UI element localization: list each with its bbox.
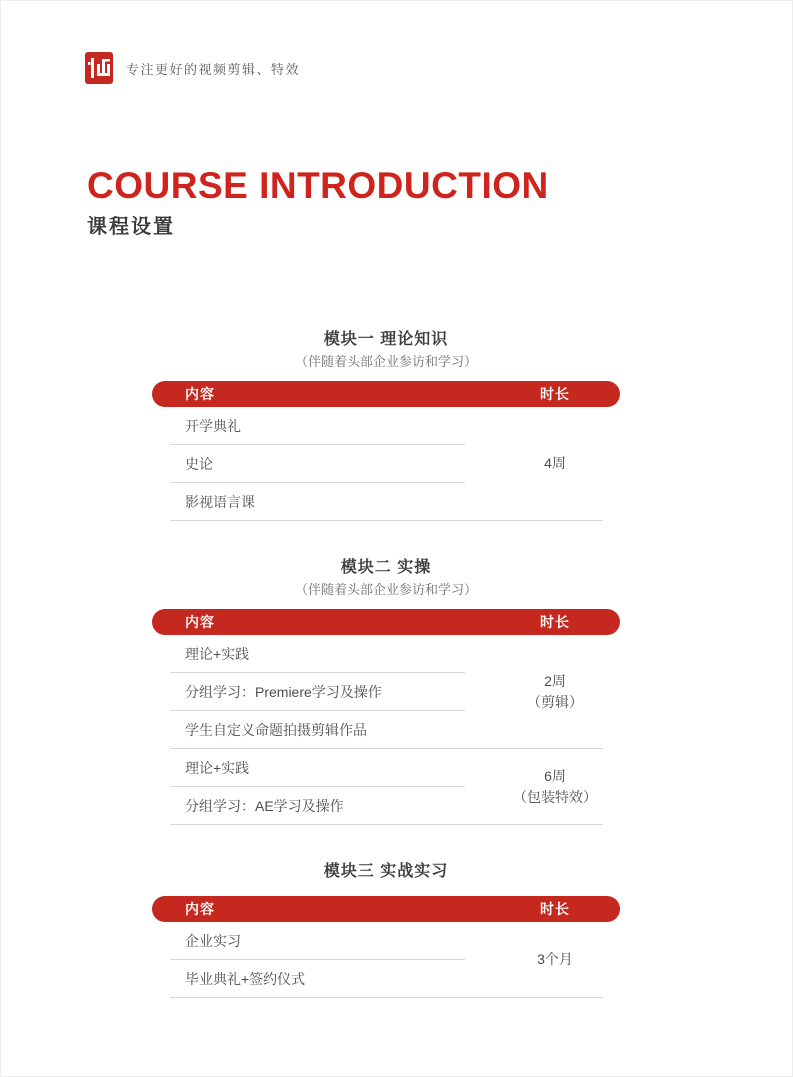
module-1-table-header	[152, 381, 620, 407]
duration-cell	[490, 407, 620, 520]
duration-text: 4周	[544, 455, 566, 471]
content-column	[152, 749, 490, 824]
table-row: 毕业典礼+签约仪式	[185, 970, 306, 987]
duration-text: （剪辑）	[527, 693, 583, 710]
table-row: 史论	[185, 455, 213, 472]
table-row: 分组学习：Premiere学习及操作	[185, 683, 382, 700]
table-row: 影视语言课	[185, 493, 255, 510]
content-column	[152, 635, 490, 748]
module-3	[152, 862, 620, 998]
table-row: 理论+实践	[185, 759, 250, 776]
table-row: 开学典礼	[185, 417, 241, 434]
module-2-title: 模块二 实操	[340, 559, 432, 576]
module-2-table-header	[152, 609, 620, 635]
duration-text: 6周	[544, 767, 566, 784]
column-header-duration: 时长	[540, 614, 570, 630]
brand-tagline: 专注更好的视频剪辑、特效	[126, 61, 301, 77]
page-subtitle: 课程设置	[87, 215, 175, 238]
table-row: 理论+实践	[185, 645, 250, 662]
module-1-group-1	[152, 407, 620, 520]
module-3-title: 模块三 实战实习	[323, 863, 449, 880]
column-header-duration: 时长	[540, 386, 570, 402]
duration-text: 2周	[544, 672, 566, 689]
module-1	[152, 330, 620, 521]
duration-text: 3个月	[537, 951, 573, 967]
module-3-group-1	[152, 922, 620, 997]
content-column	[152, 922, 490, 997]
duration-cell	[490, 749, 620, 824]
group-divider	[170, 824, 603, 825]
table-row: 企业实习	[185, 932, 241, 949]
column-header-duration: 时长	[540, 901, 570, 917]
module-2	[152, 558, 620, 825]
duration-text: （包装特效）	[513, 788, 597, 805]
module-1-title: 模块一 理论知识	[323, 331, 449, 348]
page-title: COURSE INTRODUCTION	[87, 165, 549, 206]
group-divider	[170, 997, 603, 998]
column-header-content: 内容	[185, 901, 215, 917]
title-block	[87, 166, 549, 239]
duration-cell	[490, 922, 620, 997]
module-2-note: （伴随着头部企业参访和学习）	[294, 582, 477, 597]
table-row: 分组学习：AE学习及操作	[185, 797, 344, 814]
module-3-table-header	[152, 896, 620, 922]
module-2-group-1	[152, 635, 620, 748]
column-header-content: 内容	[185, 386, 215, 402]
column-header-content: 内容	[185, 614, 215, 630]
group-divider	[170, 520, 603, 521]
modules-content	[152, 330, 620, 998]
content-column	[152, 407, 490, 520]
module-1-note: （伴随着头部企业参访和学习）	[294, 354, 477, 369]
brand-seal-icon	[85, 52, 113, 84]
brand-header	[85, 52, 300, 84]
module-2-group-2	[152, 749, 620, 824]
table-row: 学生自定义命题拍摄剪辑作品	[185, 721, 367, 738]
duration-cell	[490, 635, 620, 748]
